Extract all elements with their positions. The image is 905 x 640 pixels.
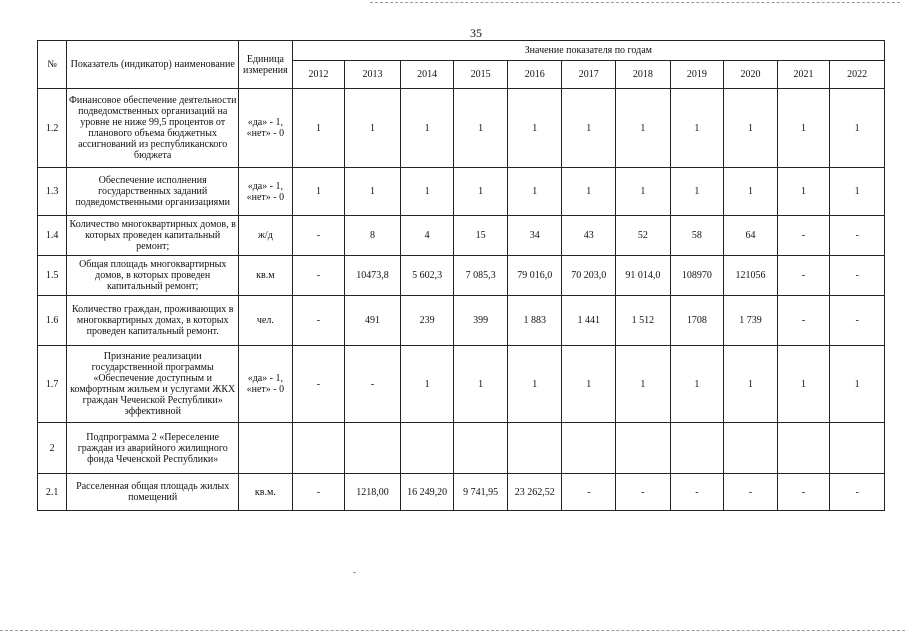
value-cell (507, 423, 562, 474)
value-cell: - (777, 296, 830, 346)
year-header: 2019 (670, 61, 724, 89)
value-cell: 1 (562, 346, 616, 423)
value-cell: - (345, 346, 401, 423)
value-cell: 1 (345, 89, 401, 168)
unit-cell: чел. (239, 296, 293, 346)
value-cell: 1 (292, 89, 345, 168)
value-cell: 43 (562, 216, 616, 256)
unit-cell: кв.м (239, 256, 293, 296)
unit-cell: «да» - 1, «нет» - 0 (239, 346, 293, 423)
table-row (38, 216, 885, 256)
value-cell: - (777, 474, 830, 511)
value-cell: 491 (345, 296, 401, 346)
header-indicator: Показатель (индикатор) наименование (67, 41, 239, 89)
row-number: 1.7 (38, 346, 67, 423)
year-header: 2013 (345, 61, 401, 89)
value-cell: - (292, 296, 345, 346)
value-cell: 9 741,95 (454, 474, 508, 511)
indicator-table (37, 40, 885, 511)
table-row (38, 256, 885, 296)
value-cell: 1 512 (616, 296, 671, 346)
value-cell: - (777, 256, 830, 296)
value-cell: 58 (670, 216, 724, 256)
value-cell (454, 423, 508, 474)
value-cell: 1 (777, 168, 830, 216)
value-cell: 1 (830, 168, 885, 216)
value-cell: 1218,00 (345, 474, 401, 511)
value-cell: 1 (454, 168, 508, 216)
unit-cell: кв.м. (239, 474, 293, 511)
table-row (38, 474, 885, 511)
page-number: 35 (470, 26, 482, 40)
table-row (38, 168, 885, 216)
year-header: 2012 (292, 61, 345, 89)
value-cell: 5 602,3 (400, 256, 454, 296)
value-cell: 1 (562, 89, 616, 168)
year-header: 2022 (830, 61, 885, 89)
unit-cell: «да» - 1, «нет» - 0 (239, 168, 293, 216)
row-number: 1.4 (38, 216, 67, 256)
value-cell: 79 016,0 (507, 256, 562, 296)
value-cell (670, 423, 724, 474)
value-cell: 1 (830, 89, 885, 168)
value-cell: 16 249,20 (400, 474, 454, 511)
value-cell: - (670, 474, 724, 511)
year-header: 2015 (454, 61, 508, 89)
value-cell: 34 (507, 216, 562, 256)
value-cell: 1 (830, 346, 885, 423)
unit-cell (239, 423, 293, 474)
year-header: 2018 (616, 61, 671, 89)
value-cell: - (777, 216, 830, 256)
value-cell: 15 (454, 216, 508, 256)
value-cell: 108970 (670, 256, 724, 296)
value-cell (616, 423, 671, 474)
value-cell (292, 423, 345, 474)
indicator-name: Расселенная общая площадь жилых помещений (67, 474, 239, 511)
value-cell: 1 (777, 346, 830, 423)
value-cell: 1 739 (724, 296, 778, 346)
value-cell: - (830, 474, 885, 511)
unit-cell: «да» - 1, «нет» - 0 (239, 89, 293, 168)
indicator-name: Подпрограмма 2 «Переселение граждан из аварийного жилищного фонда Чеченской Республики» (67, 423, 239, 474)
year-header: 2020 (724, 61, 778, 89)
value-cell: 239 (400, 296, 454, 346)
value-cell: 399 (454, 296, 508, 346)
indicator-name: Общая площадь многоквартирных домов, в которых проведен капитальный ремонт; (67, 256, 239, 296)
value-cell: 1 (670, 346, 724, 423)
value-cell: 121056 (724, 256, 778, 296)
value-cell: - (830, 296, 885, 346)
table-row (38, 296, 885, 346)
value-cell (400, 423, 454, 474)
stray-mark (353, 572, 356, 573)
value-cell: 64 (724, 216, 778, 256)
value-cell: 1 441 (562, 296, 616, 346)
value-cell: 1 (616, 168, 671, 216)
year-header: 2016 (507, 61, 562, 89)
row-number: 1.6 (38, 296, 67, 346)
value-cell: 1 (724, 89, 778, 168)
value-cell: 23 262,52 (507, 474, 562, 511)
indicator-name: Количество многоквартирных домов, в которых проведен капитальный ремонт; (67, 216, 239, 256)
value-cell: 1 (507, 346, 562, 423)
value-cell: 1 (400, 89, 454, 168)
value-cell: 1 (724, 168, 778, 216)
top-dashed-line (370, 2, 900, 3)
unit-cell: ж/д (239, 216, 293, 256)
value-cell: - (830, 216, 885, 256)
table-row (38, 423, 885, 474)
table-row (38, 89, 885, 168)
row-number: 1.2 (38, 89, 67, 168)
value-cell: - (830, 256, 885, 296)
header-values: Значение показателя по годам (292, 41, 884, 61)
value-cell: 10473,8 (345, 256, 401, 296)
value-cell: 1 (616, 89, 671, 168)
row-number: 1.5 (38, 256, 67, 296)
value-cell: 1 (345, 168, 401, 216)
value-cell: 1 883 (507, 296, 562, 346)
value-cell: 1 (400, 346, 454, 423)
indicator-name: Признание реализации государственной программы «Обеспечение доступным и комфортным жильем и услугами ЖКХ граждан Чеченской Республики» эффективной (67, 346, 239, 423)
value-cell: 7 085,3 (454, 256, 508, 296)
value-cell: - (292, 474, 345, 511)
value-cell: 1 (724, 346, 778, 423)
value-cell: - (616, 474, 671, 511)
value-cell: 1 (292, 168, 345, 216)
indicator-name: Количество граждан, проживающих в многоквартирных домах, в которых проведен капитальный ремонт. (67, 296, 239, 346)
bottom-dashed-line (0, 630, 905, 631)
value-cell (777, 423, 830, 474)
row-number: 2.1 (38, 474, 67, 511)
year-header: 2021 (777, 61, 830, 89)
value-cell: 70 203,0 (562, 256, 616, 296)
value-cell: - (724, 474, 778, 511)
value-cell: - (292, 216, 345, 256)
value-cell: - (562, 474, 616, 511)
value-cell (724, 423, 778, 474)
indicator-name: Финансовое обеспечение деятельности подведомственных организаций на уровне не ниже 99,5 процентов от планового объема бюджетных ассигнований из республиканского бюджета (67, 89, 239, 168)
value-cell: 8 (345, 216, 401, 256)
value-cell: 1 (507, 168, 562, 216)
value-cell: 1 (454, 346, 508, 423)
indicator-name: Обеспечение исполнения государственных заданий подведомственными организациями (67, 168, 239, 216)
row-number: 1.3 (38, 168, 67, 216)
value-cell: 1 (670, 168, 724, 216)
value-cell: 1 (616, 346, 671, 423)
row-number: 2 (38, 423, 67, 474)
value-cell (345, 423, 401, 474)
value-cell (830, 423, 885, 474)
value-cell: 1 (670, 89, 724, 168)
value-cell: 52 (616, 216, 671, 256)
year-header: 2014 (400, 61, 454, 89)
value-cell (562, 423, 616, 474)
value-cell: 4 (400, 216, 454, 256)
header-num: № (38, 41, 67, 89)
value-cell: 1 (400, 168, 454, 216)
year-header: 2017 (562, 61, 616, 89)
value-cell: 91 014,0 (616, 256, 671, 296)
table-body (38, 89, 885, 511)
value-cell: - (292, 346, 345, 423)
table-row (38, 346, 885, 423)
value-cell: 1 (777, 89, 830, 168)
value-cell: 1 (454, 89, 508, 168)
value-cell: 1708 (670, 296, 724, 346)
value-cell: 1 (562, 168, 616, 216)
value-cell: - (292, 256, 345, 296)
value-cell: 1 (507, 89, 562, 168)
header-unit: Единица измерения (239, 41, 293, 89)
